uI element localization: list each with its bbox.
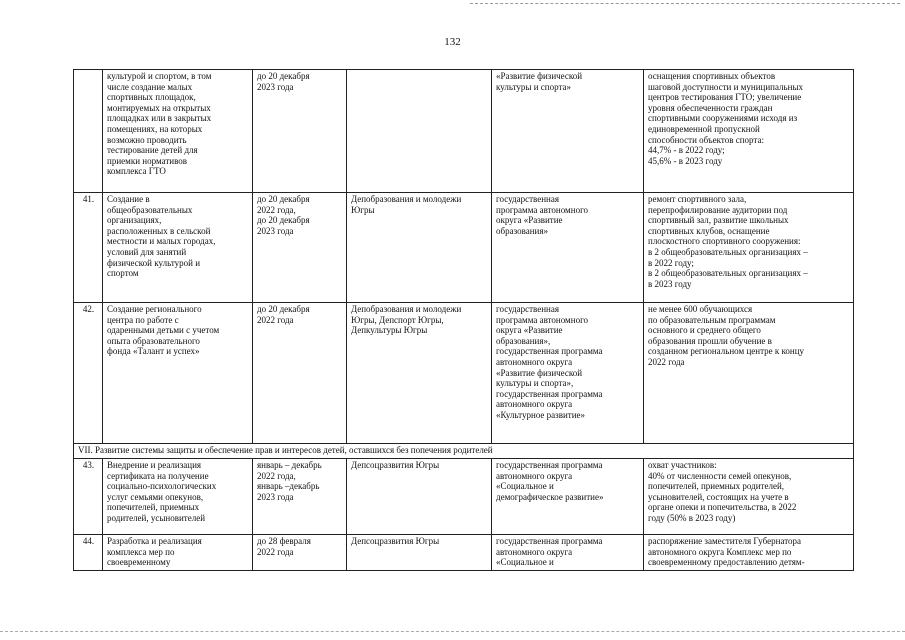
deadline-cell: до 20 декабря 2022 года [253, 303, 347, 444]
result-cell: оснащения спортивных объектов шаговой доступности и муниципальных центров тестирования ГТО; увеличение уровня обеспеченности граждан спортивными сооружениями исходя из единовременной пропускной способности объектов спорта: 44,7% - в 2022 году; 45,6% - в 2023 году [644, 70, 854, 193]
page-number: 132 [444, 36, 461, 48]
executor-cell: Депобразования и молодежи Югры, Депспорт Югры, Депкультуры Югры [347, 303, 492, 444]
deadline-cell: до 20 декабря 2023 года [253, 70, 347, 193]
row-number: 44. [74, 535, 103, 571]
program-cell: «Развитие физической культуры и спорта» [492, 70, 644, 193]
deadline-cell: до 20 декабря 2022 года, до 20 декабря 2023 года [253, 193, 347, 303]
executor-cell: Депобразования и молодежи Югры [347, 193, 492, 303]
program-cell: государственная программа автономного округа «Развитие образования» [492, 193, 644, 303]
measure-cell: Создание в общеобразовательных организациях, расположенных в сельской местности и малых городах, условий для занятий физической культурой и спортом [103, 193, 253, 303]
section-title: VII. Развитие системы защиты и обеспечение прав и интересов детей, оставшихся без попечения родителей [74, 444, 854, 459]
executor-cell: Депсоцразвития Югры [347, 535, 492, 571]
measures-table [73, 69, 854, 571]
table-row [74, 70, 854, 193]
measure-cell: Внедрение и реализация сертификата на получение социально-психологических услуг семьями опекунов, попечителей, приемных родителей, усыновителей [103, 459, 253, 535]
deadline-cell: до 28 февраля 2022 года [253, 535, 347, 571]
program-cell: государственная программа автономного округа «Социальное и [492, 535, 644, 571]
measure-cell: Разработка и реализация комплекса мер по своевременному [103, 535, 253, 571]
table-row [74, 193, 854, 303]
section-row [74, 444, 854, 459]
executor-cell: Депсоцразвития Югры [347, 459, 492, 535]
program-cell: государственная программа автономного округа «Развитие образования», государственная программа автономного округа «Развитие физической культуры и спорта», государственная программа автономного округа «Культурное развитие» [492, 303, 644, 444]
program-cell: государственная программа автономного округа «Социальное и демографическое развитие» [492, 459, 644, 535]
table-row [74, 303, 854, 444]
scan-edge-top [470, 3, 900, 4]
row-number: 41. [74, 193, 103, 303]
result-cell: ремонт спортивного зала, перепрофилирование аудитории под спортивный зал, развитие школьных спортивных клубов, оснащение плоскостного спортивного сооружения: в 2 общеобразовательных организациях – в 2022 году; в 2 общеобразовательных организациях – в 2023 году [644, 193, 854, 303]
result-cell: охват участников: 40% от численности семей опекунов, попечителей, приемных родителей, усыновителей, состоящих на учете в органе опеки и попечительства, в 2022 году (50% в 2023 году) [644, 459, 854, 535]
executor-cell [347, 70, 492, 193]
deadline-cell: январь – декабрь 2022 года, январь –декабрь 2023 года [253, 459, 347, 535]
measure-cell: Создание регионального центра по работе с одаренными детьми с учетом опыта образовательного фонда «Талант и успех» [103, 303, 253, 444]
row-number: 43. [74, 459, 103, 535]
table-row [74, 535, 854, 571]
row-number [74, 70, 103, 193]
result-cell: не менее 600 обучающихся по образовательным программам основного и среднего общего образования прошли обучение в созданном региональном центре к концу 2022 года [644, 303, 854, 444]
measure-cell: культурой и спортом, в том числе создание малых спортивных площадок, монтируемых на открытых площадках или в закрытых помещениях, на которых возможно проводить тестирование детей для приемки нормативов комплекса ГТО [103, 70, 253, 193]
table-row [74, 459, 854, 535]
result-cell: распоряжение заместителя Губернатора автономного округа Комплекс мер по своевременному предоставлению детям- [644, 535, 854, 571]
scan-edge-bottom [0, 631, 905, 632]
row-number: 42. [74, 303, 103, 444]
